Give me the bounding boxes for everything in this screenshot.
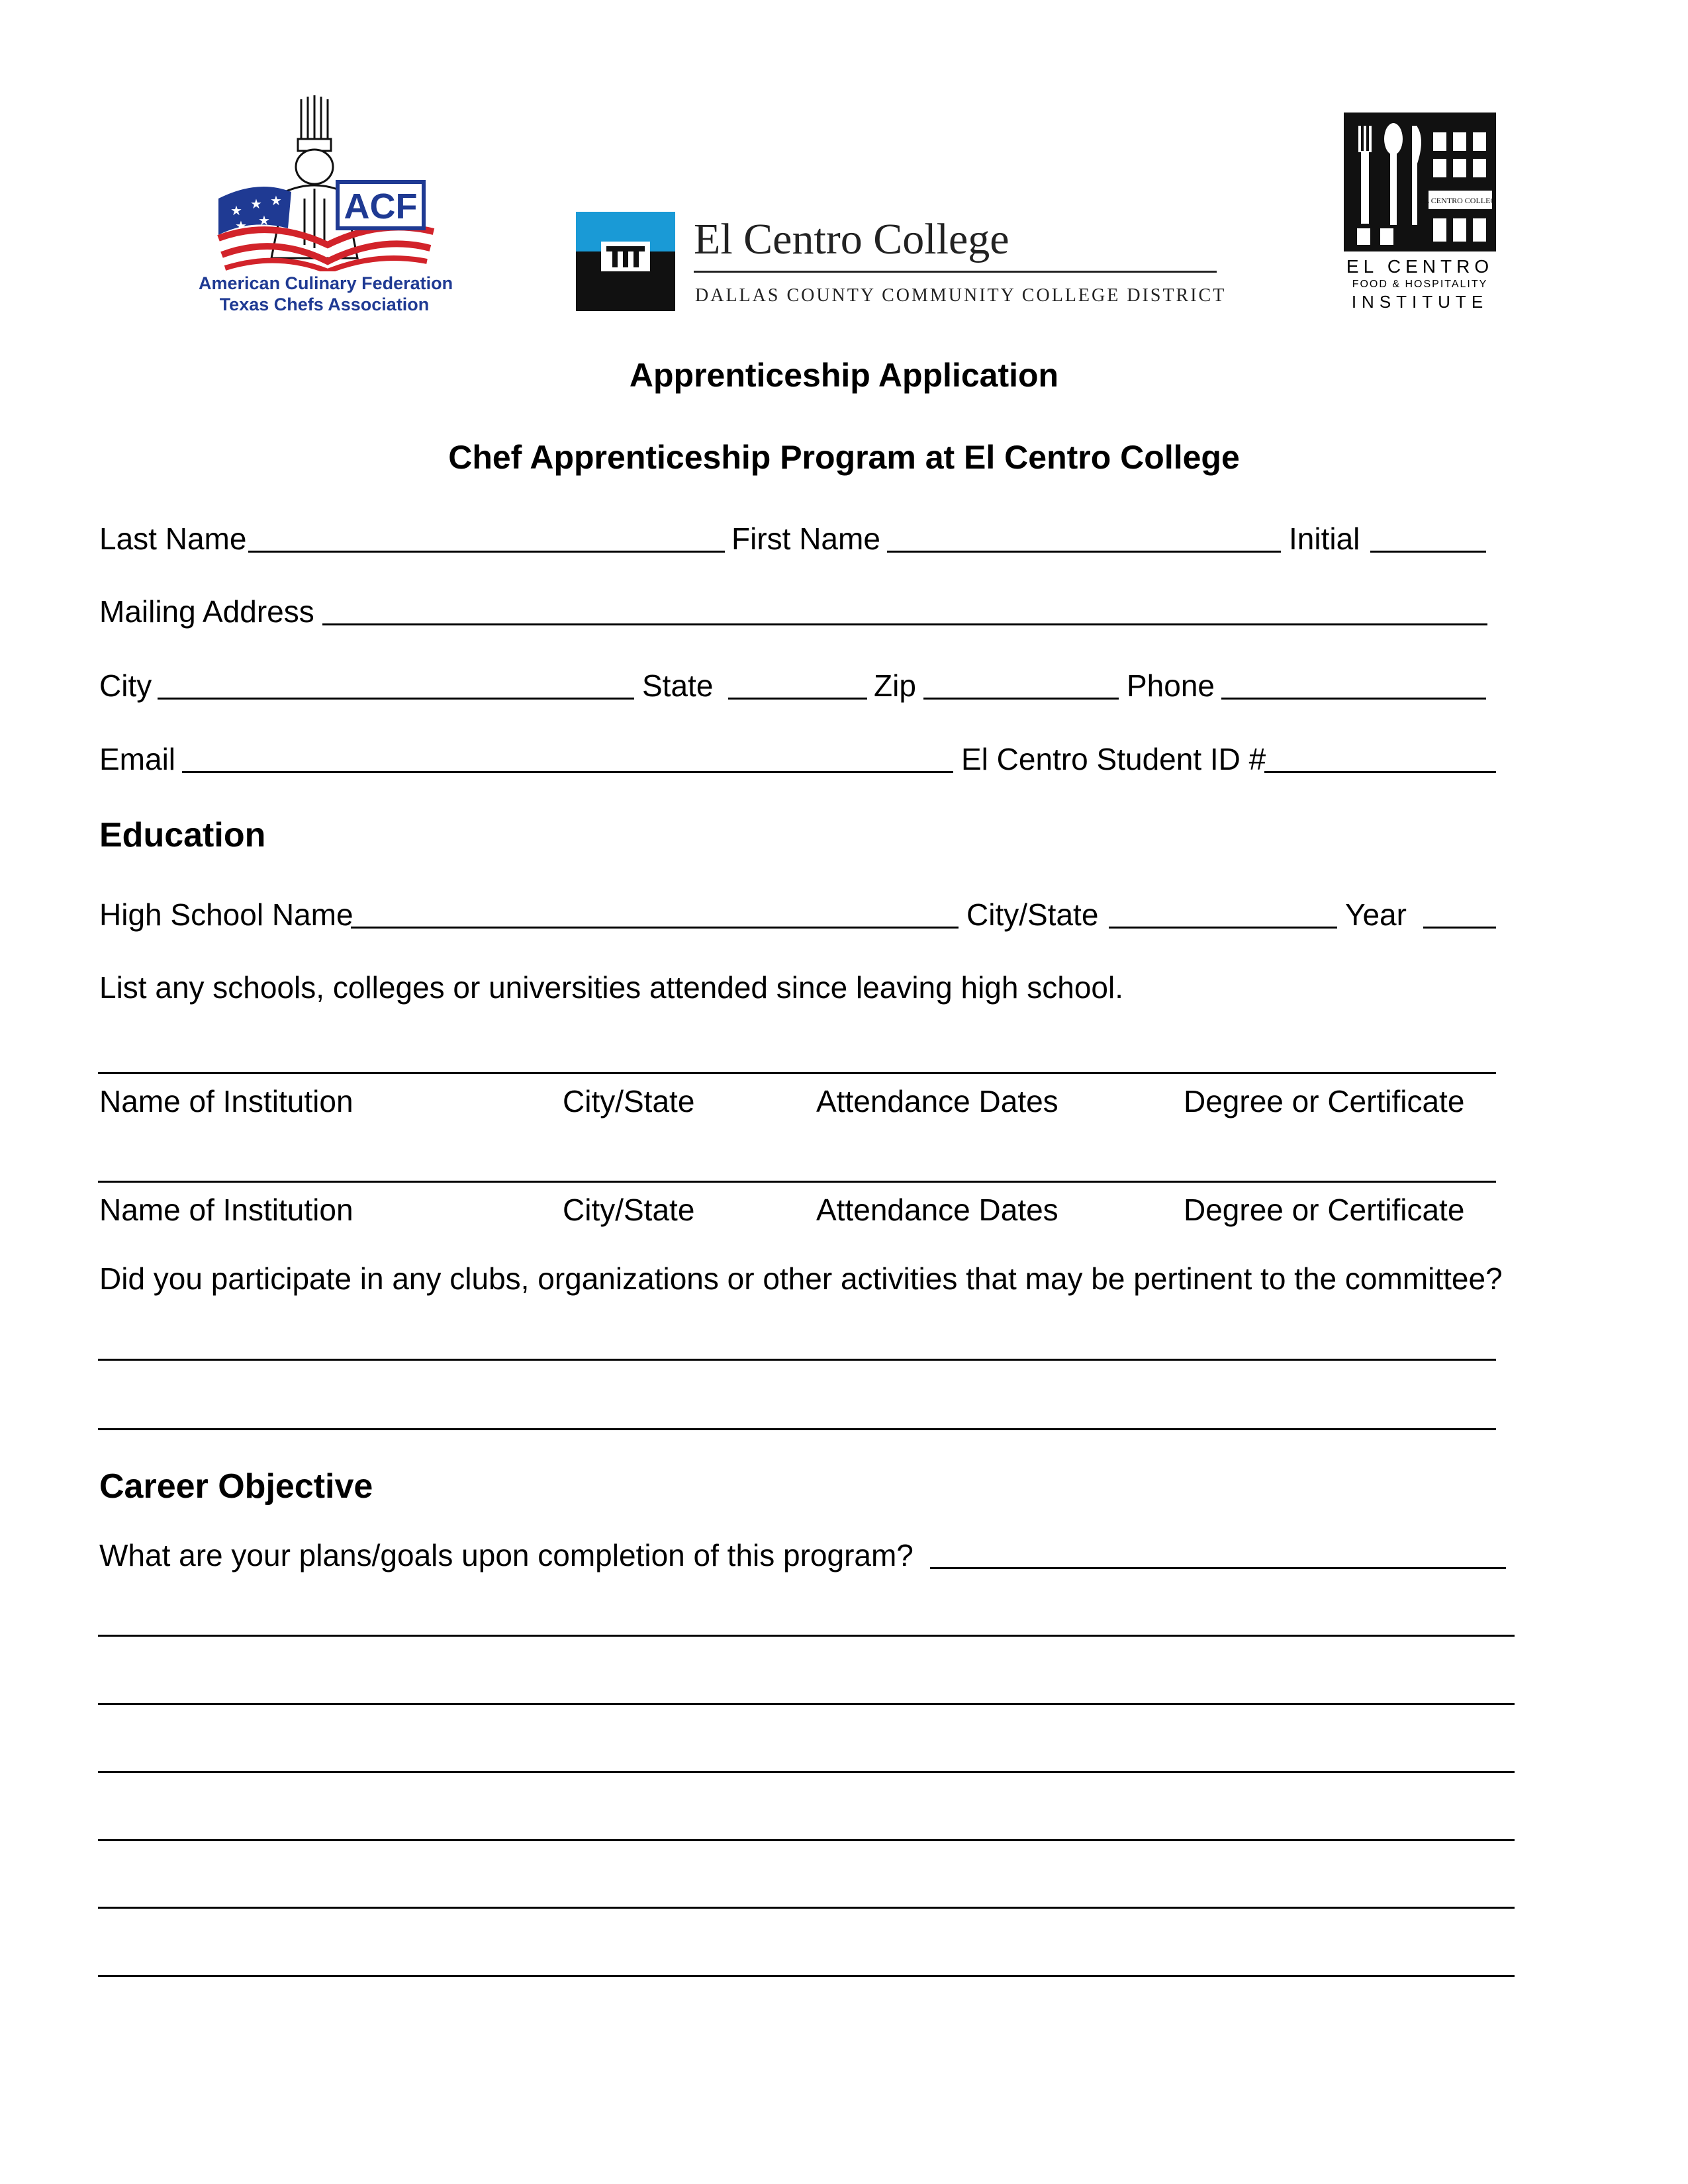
- education-heading: Education: [99, 816, 266, 854]
- institute-word: INSTITUTE: [1351, 292, 1489, 312]
- zip-field[interactable]: [923, 698, 1119, 700]
- plans-prompt: What are your plans/goals upon completion of this program?: [99, 1538, 914, 1572]
- ecc-logo: [576, 212, 1225, 311]
- page-title: Apprenticeship Application: [629, 357, 1059, 394]
- city-field[interactable]: [158, 698, 634, 700]
- phone-field[interactable]: [1221, 698, 1486, 700]
- clubs-prompt: Did you participate in any clubs, organizations or other activities that may be pertinent to the committee?: [99, 1261, 1503, 1296]
- plans-answer-line-1[interactable]: [98, 1635, 1515, 1637]
- acf-chef-emblem: [199, 93, 450, 271]
- svg-text:★: ★: [270, 193, 282, 208]
- institution-1-field[interactable]: [98, 1072, 1496, 1074]
- city-label: City: [99, 668, 152, 703]
- ecc-rule: [694, 271, 1217, 273]
- clubs-answer-line-2[interactable]: [98, 1428, 1496, 1430]
- institution-2-field[interactable]: [98, 1181, 1496, 1183]
- institute-name: EL CENTRO: [1346, 256, 1494, 277]
- svg-text:★: ★: [258, 212, 270, 228]
- plans-answer-line-2[interactable]: [98, 1703, 1515, 1705]
- initial-field[interactable]: [1370, 551, 1486, 553]
- state-field[interactable]: [728, 698, 867, 700]
- last-name-field[interactable]: [248, 551, 725, 553]
- page-subtitle: Chef Apprenticeship Program at El Centro College: [448, 439, 1240, 476]
- high-school-year-field[interactable]: [1423, 927, 1496, 929]
- svg-text:★: ★: [250, 196, 262, 212]
- plans-answer-line-4[interactable]: [98, 1839, 1515, 1841]
- acf-association: Texas Chefs Association: [219, 295, 430, 314]
- plans-answer-inline[interactable]: [930, 1567, 1506, 1569]
- high-school-year-label: Year: [1345, 897, 1407, 932]
- institute-building-sign: EL CENTRO COLLEGE: [1419, 196, 1496, 205]
- plans-answer-line-5[interactable]: [98, 1907, 1515, 1909]
- first-name-field[interactable]: [887, 551, 1281, 553]
- high-school-name-label: High School Name: [99, 897, 353, 932]
- institution-1-city-state-caption: City/State: [563, 1084, 695, 1118]
- acf-logo: [199, 93, 453, 318]
- acf-name: American Culinary Federation: [199, 273, 453, 293]
- high-school-city-state-label: City/State: [966, 897, 1099, 932]
- mailing-address-label: Mailing Address: [99, 594, 314, 629]
- first-name-label: First Name: [731, 522, 880, 556]
- plans-answer-line-6[interactable]: [98, 1975, 1515, 1977]
- ecc-name: El Centro College: [694, 215, 1009, 263]
- student-id-field[interactable]: [1264, 771, 1496, 773]
- plans-answer-line-3[interactable]: [98, 1771, 1515, 1773]
- zip-label: Zip: [874, 668, 916, 703]
- email-label: Email: [99, 742, 176, 776]
- acf-mark-text: ACF: [344, 187, 418, 226]
- ecc-subtitle: DALLAS COUNTY COMMUNITY COLLEGE DISTRICT: [695, 285, 1227, 306]
- institution-1-degree-caption: Degree or Certificate: [1184, 1084, 1465, 1118]
- mailing-address-field[interactable]: [322, 623, 1487, 625]
- institution-2-degree-caption: Degree or Certificate: [1184, 1193, 1465, 1227]
- institute-logo: [1344, 113, 1496, 318]
- schools-list-prompt: List any schools, colleges or universities attended since leaving high school.: [99, 970, 1123, 1005]
- institution-1-name-caption: Name of Institution: [99, 1084, 353, 1118]
- ecc-mark-icon: [576, 212, 675, 311]
- state-label: State: [642, 668, 714, 703]
- institution-2-name-caption: Name of Institution: [99, 1193, 353, 1227]
- email-field[interactable]: [182, 771, 953, 773]
- svg-text:★: ★: [235, 218, 247, 234]
- svg-text:★: ★: [230, 203, 242, 218]
- career-objective-heading: Career Objective: [99, 1467, 373, 1506]
- institution-2-dates-caption: Attendance Dates: [816, 1193, 1058, 1227]
- institute-building-icon: [1344, 113, 1496, 251]
- high-school-city-state-field[interactable]: [1109, 927, 1337, 929]
- institution-1-dates-caption: Attendance Dates: [816, 1084, 1058, 1118]
- last-name-label: Last Name: [99, 522, 247, 556]
- clubs-answer-line-1[interactable]: [98, 1359, 1496, 1361]
- institute-subtitle: FOOD & HOSPITALITY: [1352, 279, 1488, 290]
- institution-2-city-state-caption: City/State: [563, 1193, 695, 1227]
- student-id-label: El Centro Student ID #: [961, 742, 1266, 776]
- phone-label: Phone: [1127, 668, 1215, 703]
- initial-label: Initial: [1289, 522, 1360, 556]
- high-school-name-field[interactable]: [351, 927, 959, 929]
